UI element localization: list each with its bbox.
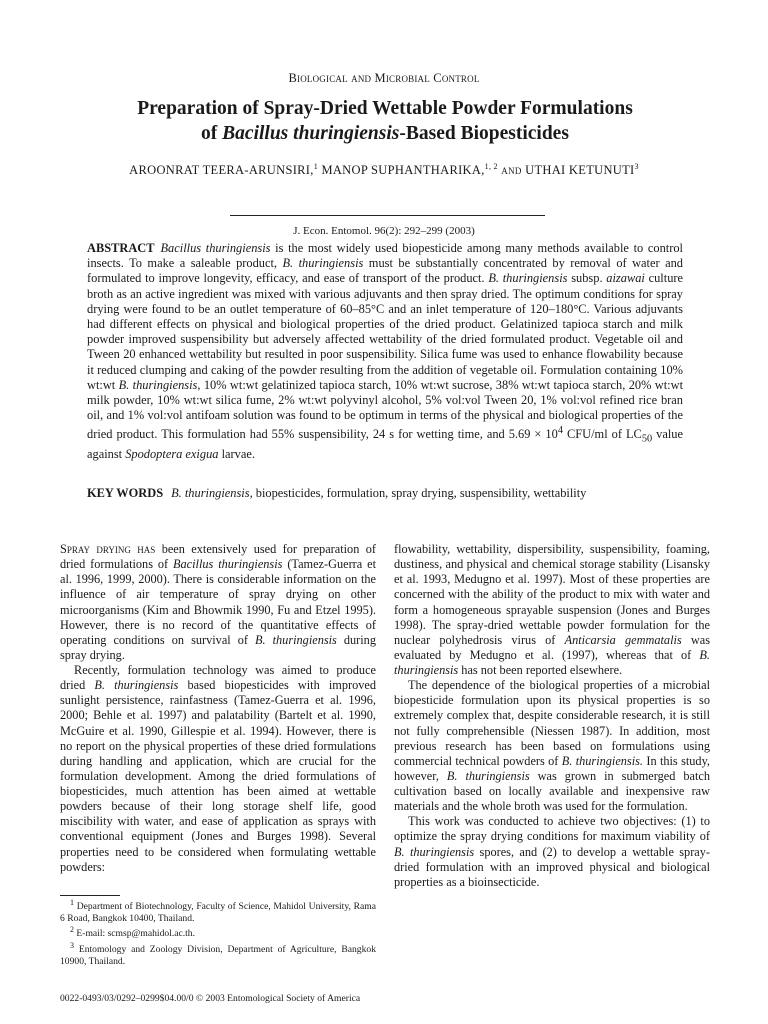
author-1-affiliation: 1 [313, 162, 318, 171]
abstract-t2: is the most widely used biopesticide among many methods available to control insects. To make a saleable product, [87, 241, 684, 271]
keywords-label: KEY WORDS [87, 486, 164, 500]
author-3-affiliation: 3 [634, 162, 639, 171]
left-p1-e: during spray drying. [60, 632, 376, 662]
abstract-t11-sub: 50 [641, 434, 653, 446]
keyword-species: B. thuringiensis, [171, 486, 253, 500]
body-left-column [60, 542, 376, 875]
footnote-2-text: E-mail: scmsp@mahidol.ac.th. [74, 928, 196, 940]
left-p1-b: Bacillus thuringiensis [173, 557, 283, 572]
right-p2-a: The dependence of the biological properties of a microbial biopesticide formulation upon its physical properties is so extremely complex that, despite considerable research, it is still not fully comprehensible (Niessen 1987). In addition, most previous research has been based on formulations using commercial technical powders of [394, 678, 710, 768]
footnote-divider [60, 895, 120, 896]
footnote-2-marker: 2 [70, 925, 74, 935]
right-p3-a: This work was conducted to achieve two objectives: (1) to optimize the spray drying conditions for maximum viability of [394, 814, 710, 844]
author-list [0, 162, 768, 178]
footnote-3 [60, 940, 376, 967]
abstract-t10: , 10% wt:wt gelatinized tapioca starch, 10% wt:wt sucrose, 38% wt:wt tapioca starch, 20% wt:wt milk powder, 10% wt:wt silica fume, 2% wt:wt polyvinyl alcohol, 5% vol:vol Tween 20, 1% vol:vol refined rice bran oil, and 1% vol:vol antifoam solution was found to be optimum in terms of the physical and biological properties of the dried product. This formulation had 55% suspensibility, 24 s for wetting time, and 5.69 × 10 [87, 377, 684, 442]
title-line-2-prefix: of [201, 123, 223, 144]
right-p1-c: was evaluated by Medugno et al. (1997), whereas that of [394, 632, 711, 662]
abstract-t13: Spodoptera exigua [125, 447, 219, 462]
footnote-1 [60, 897, 376, 924]
left-p1-a: been extensively used for preparation of dried formulations of [60, 542, 376, 572]
right-paragraph-1 [394, 542, 710, 678]
right-p2-b: B. thuringiensis. [561, 753, 643, 768]
abstract-t9: B. thuringiensis [118, 377, 198, 392]
footnote-1-text: Department of Biotechnology, Faculty of Science, Mahidol University, Rama 6 Road, Bangkok 10400, Thailand. [60, 901, 376, 924]
right-paragraph-3 [394, 814, 710, 890]
title-line-2-suffix: -Based Biopesticides [399, 123, 569, 144]
abstract-t12: value against [87, 427, 683, 462]
abstract-t11: CFU/ml of LC [563, 427, 642, 442]
author-3: UTHAI KETUNUTI [525, 163, 635, 178]
journal-citation: J. Econ. Entomol. 96(2): 292–299 (2003) [293, 225, 475, 237]
right-p2-e: was grown in submerged batch cultivation based on locally available and inexpensive raw materials and the whole broth was used for the formulation. [394, 768, 710, 814]
abstract-t1: Bacillus thuringiensis [160, 241, 271, 255]
abstract-t8: culture broth as an active ingredient was mixed with various adjuvants and then spray dried. The optimum conditions for spray drying were found to be an outlet temperature of 60–85°C and an inlet temperature of 120–180°C. Various adjuvants had different effects on physical and biological properties of the dried product. Gelatinized tapioca starch and milk powder improved suspensibility but adversely affected wettability of the dried formulated product. Vegetable oil and Tween 20 enhanced wettability but resulted in poor suspensibility. Silica fume was used to enhance flowability because it reduced clumping and caking of the powder resulting from the addition of vegetable oil. Formulation containing 10% wt:wt [87, 271, 684, 392]
keywords [87, 486, 683, 501]
abstract-t6: subsp. [567, 271, 607, 286]
footnote-3-text: Entomology and Zoology Division, Department of Agriculture, Bangkok 10900, Thailand. [60, 944, 376, 967]
section-heading: Biological and Microbial Control [288, 71, 480, 85]
left-p2-b: B. thuringiensis [94, 678, 179, 693]
author-2-affiliation: 1, 2 [484, 162, 498, 171]
title-line-2-italic: Bacillus thuringiensis [222, 123, 400, 144]
right-p1-b: Anticarsia gemmatalis [564, 632, 682, 647]
abstract-t10-sup: 4 [557, 425, 563, 437]
body-right-column [394, 542, 710, 890]
right-p3-b: B. thuringiensis [394, 844, 475, 859]
right-p1-a: flowability, wettability, dispersibility, suspensibility, foaming, dustiness, and physical and chemical storage stability (Lisansky et al. 1993, Medugno et al. 1997). Most of these properties are concerned with the ability of the product to mix with water and form a homogeneous sprayable suspension (Jones and Burges 1998). The spray-dried wettable powder formulation for the nuclear polyhedrosis virus of [394, 542, 710, 647]
left-p2-c: based biopesticides with improved sunlight persistence, rainfastness (Tamez-Guerra et al. 1996, 2000; Behle et al. 1997) and palatability (Bartelt et al. 1990, McGuire et al. 1990, Gillespie et al. 1994). However, there is no report on the physical properties of these dried formulations during handling and application, which are crucial for the formulation development. Among the dried formulations of biopesticides, much attention has been aimed at wettable powders because of their long storage shelf life, good miscibility with water, and ease of application as sprays with conventional equipment (Jones and Burges 1998). Several properties need to be considered when formulating wettable powders: [60, 678, 376, 874]
left-p2-a: Recently, formulation technology was aimed to produce dried [60, 663, 376, 693]
author-conjunction: and [501, 163, 522, 178]
header-divider [230, 215, 545, 216]
footnote-2 [60, 924, 376, 940]
right-paragraph-2 [394, 678, 710, 814]
left-p1-d: B. thuringiensis [255, 632, 337, 647]
footnote-3-marker: 3 [70, 940, 74, 950]
abstract-t5: B. thuringiensis [488, 271, 568, 286]
abstract-t7: aizawai [606, 271, 645, 286]
author-1: AROONRAT TEERA-ARUNSIRI, [129, 163, 314, 178]
abstract-label: ABSTRACT [87, 241, 155, 255]
right-p1-e: has not been reported elsewhere. [458, 663, 623, 677]
right-p2-d: B. thuringiensis [446, 768, 530, 783]
right-p1-d: B. thuringiensis [394, 647, 710, 677]
abstract-t14: larvae. [218, 447, 255, 462]
abstract-t4: must be substantially concentrated by removal of water and formulated to improve longevity, efficacy, and ease of transport of the product. [87, 256, 683, 286]
article-title [60, 96, 710, 146]
footnote-1-marker: 1 [70, 898, 74, 907]
left-paragraph-2 [60, 663, 376, 875]
abstract-t3: B. thuringiensis [282, 256, 364, 271]
left-p1-lead: Spray drying has [60, 542, 156, 556]
abstract [87, 241, 683, 462]
title-line-1: Preparation of Spray-Dried Wettable Powder Formulations [137, 98, 633, 119]
right-p2-c: In this study, however, [394, 753, 710, 783]
left-p1-c: (Tamez-Guerra et al. 1996, 1999, 2000). There is considerable information on the influence of air temperature of spray drying on other microorganisms (Kim and Bhowmik 1990, Fu and Etzel 1995). However, there is no record of the quantitative effects of operating conditions on survival of [60, 557, 376, 647]
right-p3-c: spores, and (2) to develop a wettable spray-dried formulation with an improved physical and biological properties as a bioinsecticide. [394, 844, 710, 889]
keyword-list: biopesticides, formulation, spray drying, suspensibility, wettability [252, 486, 587, 500]
footnotes [60, 897, 376, 967]
author-2: MANOP SUPHANTHARIKA, [321, 163, 485, 178]
left-paragraph-1 [60, 542, 376, 663]
copyright-line: 0022-0493/03/0292–0299$04.00/0 © 2003 Entomological Society of America [60, 993, 361, 1004]
